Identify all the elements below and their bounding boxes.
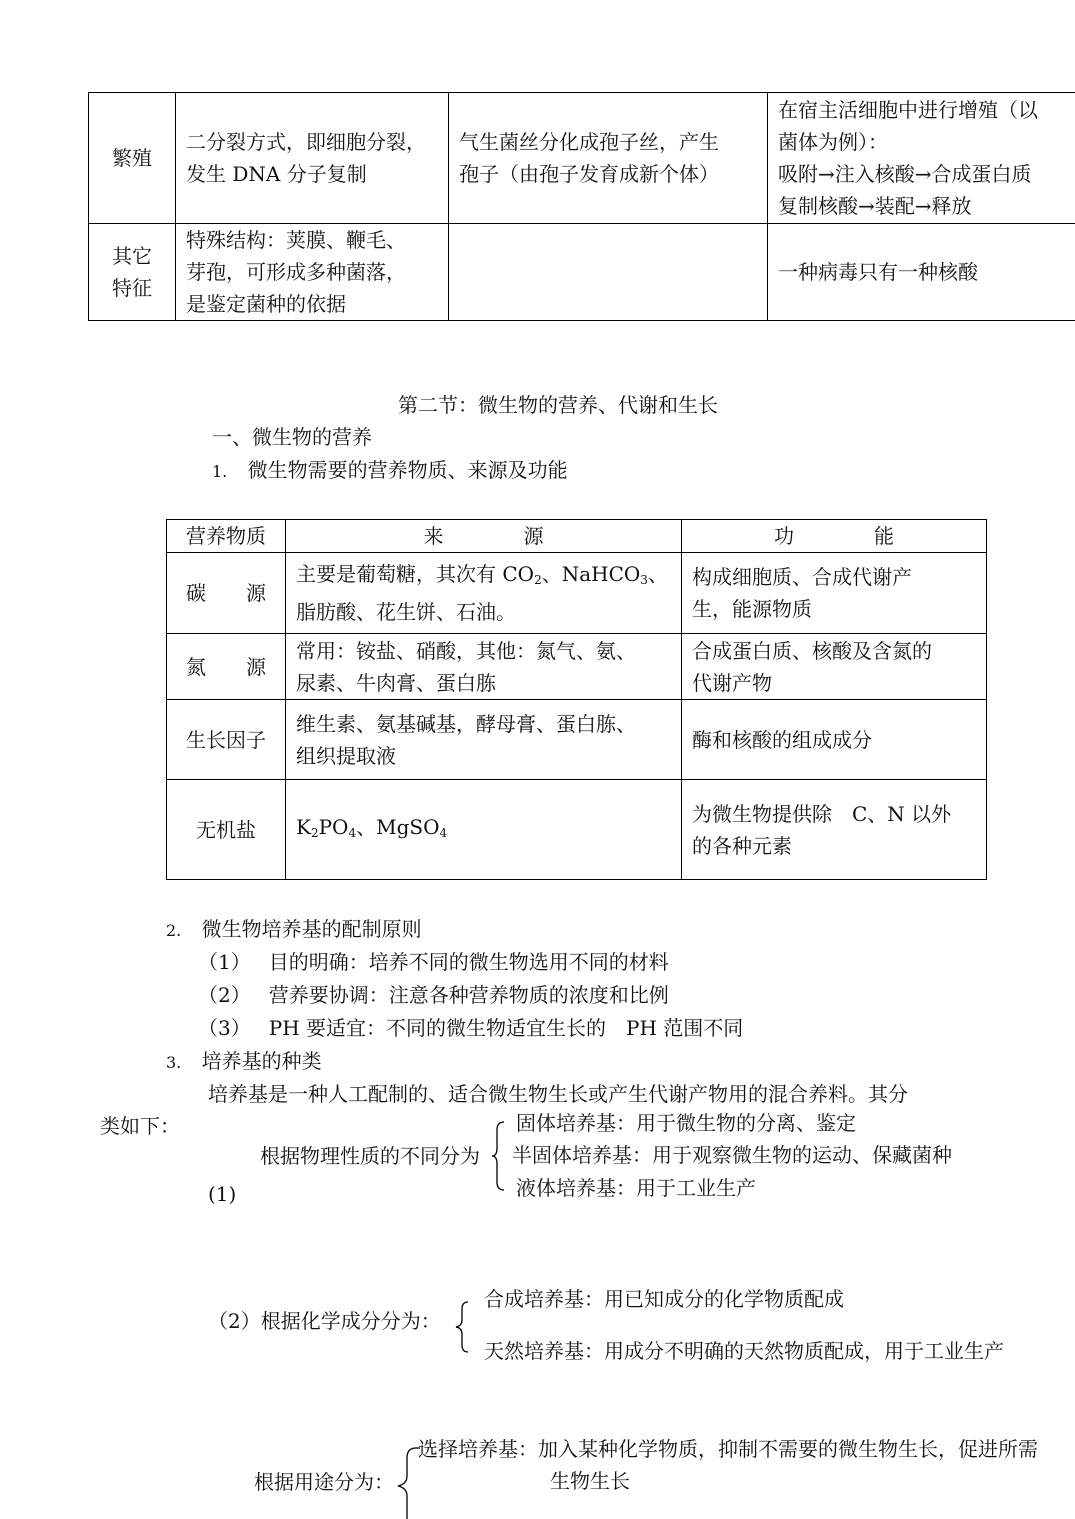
chemical-item: 合成培养基：用已知成分的化学物质配成 xyxy=(484,1287,844,1311)
physical-item: 液体培养基：用于工业生产 xyxy=(516,1176,756,1200)
actinomycete-reproduction-cell: 气生菌丝分化成孢子丝，产生 孢子（由孢子发育成新个体） xyxy=(449,93,768,224)
list-item: 3. 培养基的种类 xyxy=(166,1049,322,1073)
principle-item: （3） PH 要适宜：不同的微生物适宜生长的 PH 范围不同 xyxy=(198,1016,744,1040)
chemical-item: 天然培养基：用成分不明确的天然物质配成，用于工业生产 xyxy=(484,1339,1004,1363)
nutrient-name: 碳 源 xyxy=(167,553,286,634)
column-header: 功 能 xyxy=(682,520,987,553)
nutrient-name: 氮 源 xyxy=(167,634,286,700)
usage-label: 根据用途分为： xyxy=(254,1470,394,1494)
table-row xyxy=(89,93,1075,224)
column-header: 营养物质 xyxy=(167,520,286,553)
paragraph-line: 培养基是一种人工配制的、适合微生物生长或产生代谢产物用的混合养料。其分 xyxy=(208,1082,908,1106)
nutrient-name: 无机盐 xyxy=(167,780,286,880)
brace-icon xyxy=(492,1120,508,1192)
list-item: 2. 微生物培养基的配制原则 xyxy=(166,917,422,941)
table-row xyxy=(167,700,987,780)
section-title: 第二节：微生物的营养、代谢和生长 xyxy=(398,393,718,417)
table-row xyxy=(167,634,987,700)
brace-icon xyxy=(454,1300,472,1354)
physical-label: 根据物理性质的不同分为 xyxy=(260,1144,480,1168)
table-row xyxy=(167,553,987,634)
nutrients-table xyxy=(166,519,987,880)
principle-item: （2） 营养要协调：注意各种营养物质的浓度和比例 xyxy=(198,983,669,1007)
nutrient-source: 维生素、氨基碱基，酵母膏、蛋白胨、 组织提取液 xyxy=(286,700,682,780)
nutrient-source: 主要是葡萄糖，其次有 $CO_2$、NaHCO$_3$、 脂肪酸、花生饼、石油。 xyxy=(286,553,682,634)
paragraph-line: 类如下： xyxy=(100,1114,180,1138)
physical-item: 半固体培养基：用于观察微生物的运动、保藏菌种 xyxy=(512,1143,952,1167)
nutrient-function: 合成蛋白质、核酸及含氮的 代谢产物 xyxy=(682,634,987,700)
actinomycete-feature-cell xyxy=(449,224,768,321)
nutrient-source: 常用：铵盐、硝酸，其他：氮气、氨、 尿素、牛肉膏、蛋白胨 xyxy=(286,634,682,700)
row-header: 其它 特征 xyxy=(89,224,176,321)
nutrient-source: $K_2PO_4$、MgSO$_4$ xyxy=(286,780,682,880)
table-header-row xyxy=(167,520,987,553)
nutrient-function: 构成细胞质、合成代谢产 生，能源物质 xyxy=(682,553,987,634)
list-item: 1. 微生物需要的营养物质、来源及功能 xyxy=(212,458,568,482)
bacteria-feature-cell: 特殊结构：荚膜、鞭毛、 芽孢，可形成多种菌落， 是鉴定菌种的依据 xyxy=(176,224,449,321)
nutrient-function: 为微生物提供除 C、N 以外 的各种元素 xyxy=(682,780,987,880)
row-header: 繁殖 xyxy=(89,93,176,224)
table-row xyxy=(89,224,1075,321)
nutrient-name: 生长因子 xyxy=(167,700,286,780)
usage-item: 生物生长 xyxy=(550,1469,630,1493)
virus-feature-cell: 一种病毒只有一种核酸 xyxy=(768,224,1075,321)
heading-nutrition: 一、微生物的营养 xyxy=(212,425,372,449)
nutrient-function: 酶和核酸的组成成分 xyxy=(682,700,987,780)
virus-reproduction-cell: 在宿主活细胞中进行增殖（以 菌体为例）： 吸附→注入核酸→合成蛋白质 复制核酸→装配→释放 xyxy=(768,93,1075,224)
principle-item: （1） 目的明确：培养不同的微生物选用不同的材料 xyxy=(198,950,669,974)
chemical-label: （2）根据化学成分分为： xyxy=(208,1309,441,1333)
physical-item: 固体培养基：用于微生物的分离、鉴定 xyxy=(516,1111,856,1135)
usage-item: 选择培养基：加入某种化学物质，抑制不需要的微生物生长，促进所需 xyxy=(418,1437,1038,1461)
brace-icon xyxy=(390,1442,420,1519)
physical-number: (1) xyxy=(208,1182,237,1206)
table-row xyxy=(167,780,987,880)
bacteria-reproduction-cell: 二分裂方式，即细胞分裂， 发生 DNA 分子复制 xyxy=(176,93,449,224)
microbe-comparison-table xyxy=(88,92,1075,321)
column-header: 来 源 xyxy=(286,520,682,553)
